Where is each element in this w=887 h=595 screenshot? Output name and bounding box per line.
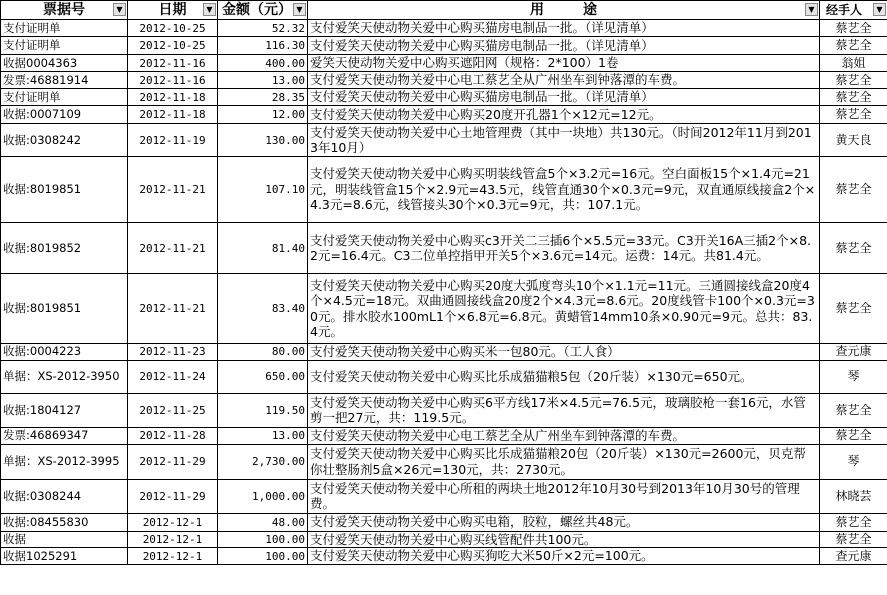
cell-handler[interactable]: 蔡艺全 [820, 89, 887, 106]
filter-dropdown-icon[interactable]: ▼ [293, 3, 306, 16]
cell-amount[interactable]: 130.00 [218, 124, 308, 157]
cell-date[interactable]: 2012-11-18 [128, 106, 218, 124]
cell-ticket[interactable]: 单据：XS-2012-3950 [1, 360, 128, 393]
cell-purpose[interactable]: 支付爱笑天使动物关爱中心购买线管配件共100元。 [308, 531, 820, 548]
cell-amount[interactable]: 650.00 [218, 360, 308, 393]
cell-amount[interactable]: 28.35 [218, 89, 308, 106]
cell-ticket[interactable]: 收据:0308242 [1, 124, 128, 157]
cell-handler[interactable]: 蔡艺全 [820, 427, 887, 444]
cell-purpose[interactable]: 支付爱笑天使动物关爱中心购买比乐成猫猫粮20包（20斤装）×130元=2600元，贝克帮你壮整肠剂5盒×26元=130元，共：2730元。 [308, 444, 820, 479]
cell-purpose[interactable]: 支付爱笑天使动物关爱中心购买电箱，胶粒，螺丝共48元。 [308, 513, 820, 531]
cell-date[interactable]: 2012-12-1 [128, 513, 218, 531]
cell-amount[interactable]: 81.40 [218, 223, 308, 274]
cell-purpose[interactable]: 支付爱笑天使动物关爱中心土地管理费（其中一块地）共130元。（时间2012年11月到2013年10月） [308, 124, 820, 157]
table-row [1, 55, 887, 72]
header-purpose-label: 用 途 [530, 2, 597, 18]
cell-handler[interactable]: 查元康 [820, 548, 887, 565]
filter-dropdown-icon[interactable]: ▼ [873, 3, 886, 16]
table-row [1, 274, 887, 344]
cell-amount[interactable]: 12.00 [218, 106, 308, 124]
cell-ticket[interactable]: 收据:0004223 [1, 344, 128, 361]
table-row [1, 360, 887, 393]
header-amount-label: 金额（元） [222, 2, 292, 18]
cell-date[interactable]: 2012-11-21 [128, 274, 218, 344]
cell-purpose[interactable]: 支付爱笑天使动物关爱中心购买狗吃大米50斤×2元=100元。 [308, 548, 820, 565]
cell-handler[interactable]: 蔡艺全 [820, 72, 887, 89]
cell-ticket[interactable]: 收据:8019851 [1, 274, 128, 344]
header-date [128, 1, 218, 20]
cell-handler[interactable]: 琴 [820, 444, 887, 479]
cell-amount[interactable]: 100.00 [218, 548, 308, 565]
cell-purpose[interactable]: 支付爱笑天使动物关爱中心购买比乐成猫猫粮5包（20斤装）×130元=650元。 [308, 360, 820, 393]
cell-purpose[interactable]: 支付爱笑天使动物关爱中心购买猫房电制品一批。（详见清单） [308, 37, 820, 55]
table-row [1, 344, 887, 361]
table-row [1, 427, 887, 444]
cell-ticket[interactable]: 收据:1804127 [1, 393, 128, 427]
cell-date[interactable]: 2012-12-1 [128, 548, 218, 565]
cell-date[interactable]: 2012-11-24 [128, 360, 218, 393]
cell-ticket[interactable]: 单据：XS-2012-3995 [1, 444, 128, 479]
cell-date[interactable]: 2012-11-16 [128, 72, 218, 89]
cell-amount[interactable]: 107.10 [218, 157, 308, 223]
filter-dropdown-icon[interactable]: ▼ [805, 3, 818, 16]
table-row [1, 444, 887, 479]
cell-handler[interactable]: 蔡艺全 [820, 106, 887, 124]
cell-purpose[interactable]: 支付爱笑天使动物关爱中心购买6平方线17米×4.5元=76.5元，玻璃胶枪一套16元，水管剪一把27元，共：119.5元。 [308, 393, 820, 427]
cell-handler[interactable]: 查元康 [820, 344, 887, 361]
cell-handler[interactable]: 蔡艺全 [820, 393, 887, 427]
header-ticket-label: 票据号 [43, 2, 85, 18]
cell-purpose[interactable]: 支付爱笑天使动物关爱中心购买20度大弧度弯头10个×1.1元=11元。三通圆接线盒20度4个×4.5元=18元。双曲通圆接线盒20度2个×4.3元=8.6元。20度线管卡100个×0.3元=30元。排水胶水100mL1个×6.8元=6.8元。黄蜡管14mm10条×0.90元=9元。总共：83.4元。 [308, 274, 820, 344]
cell-ticket[interactable]: 收据:0007109 [1, 106, 128, 124]
cell-handler[interactable]: 蔡艺全 [820, 223, 887, 274]
filter-dropdown-icon[interactable]: ▼ [203, 3, 216, 16]
table-row [1, 157, 887, 223]
table-row [1, 106, 887, 124]
table-row [1, 37, 887, 55]
cell-purpose[interactable]: 支付爱笑天使动物关爱中心电工蔡艺全从广州坐车到钟落潭的车费。 [308, 72, 820, 89]
cell-ticket[interactable]: 收据 [1, 531, 128, 548]
cell-ticket[interactable]: 支付证明单 [1, 89, 128, 106]
cell-handler[interactable]: 琴 [820, 360, 887, 393]
cell-amount[interactable]: 400.00 [218, 55, 308, 72]
table-row [1, 89, 887, 106]
cell-amount[interactable]: 116.30 [218, 37, 308, 55]
table-row [1, 531, 887, 548]
cell-date[interactable]: 2012-10-25 [128, 20, 218, 37]
cell-handler[interactable]: 蔡艺全 [820, 157, 887, 223]
cell-ticket[interactable]: 发票:46881914 [1, 72, 128, 89]
cell-amount[interactable]: 100.00 [218, 531, 308, 548]
header-amount [218, 1, 308, 20]
filter-dropdown-icon[interactable]: ▼ [113, 3, 126, 16]
cell-date[interactable]: 2012-11-28 [128, 427, 218, 444]
cell-handler[interactable]: 蔡艺全 [820, 274, 887, 344]
cell-ticket[interactable]: 收据:8019851 [1, 157, 128, 223]
header-purpose [308, 1, 820, 20]
cell-purpose[interactable]: 支付爱笑天使动物关爱中心购买明装线管盒5个×3.2元=16元。空白面板15个×1.4元=21元，明装线管盒15个×2.9元=43.5元，线管直通30个×0.3元=9元，双直通原线接盒2个×4.3元=8.6元，线管接头30个×0.3元=9元，共：107.1元。 [308, 157, 820, 223]
cell-ticket[interactable]: 收据:08455830 [1, 513, 128, 531]
cell-handler[interactable]: 蔡艺全 [820, 20, 887, 37]
cell-amount[interactable]: 13.00 [218, 72, 308, 89]
cell-date[interactable]: 2012-11-16 [128, 55, 218, 72]
cell-date[interactable]: 2012-11-21 [128, 157, 218, 223]
cell-amount[interactable]: 2,730.00 [218, 444, 308, 479]
cell-amount[interactable]: 1,000.00 [218, 479, 308, 513]
cell-purpose[interactable]: 爱笑天使动物关爱中心购买遮阳网（规格：2*100）1卷 [308, 55, 820, 72]
cell-date[interactable]: 2012-11-19 [128, 124, 218, 157]
cell-purpose[interactable]: 支付爱笑天使动物关爱中心购买米一包80元。（工人食） [308, 344, 820, 361]
cell-ticket[interactable]: 收据:0308244 [1, 479, 128, 513]
cell-purpose[interactable]: 支付爱笑天使动物关爱中心购买猫房电制品一批。（详见清单） [308, 89, 820, 106]
cell-date[interactable]: 2012-11-23 [128, 344, 218, 361]
cell-date[interactable]: 2012-11-25 [128, 393, 218, 427]
cell-ticket[interactable]: 收据1025291 [1, 548, 128, 565]
cell-amount[interactable]: 80.00 [218, 344, 308, 361]
cell-date[interactable]: 2012-10-25 [128, 37, 218, 55]
cell-purpose[interactable]: 支付爱笑天使动物关爱中心购买猫房电制品一批。（详见清单） [308, 20, 820, 37]
cell-amount[interactable]: 83.40 [218, 274, 308, 344]
header-row [1, 1, 887, 20]
cell-amount[interactable]: 52.32 [218, 20, 308, 37]
cell-handler[interactable]: 翁姐 [820, 55, 887, 72]
header-handler-label: 经手人 [826, 3, 863, 17]
cell-ticket[interactable]: 收据0004363 [1, 55, 128, 72]
cell-amount[interactable]: 119.50 [218, 393, 308, 427]
table-row [1, 393, 887, 427]
cell-purpose[interactable]: 支付爱笑天使动物关爱中心所租的两块土地2012年10月30号到2013年10月30号的管理费。 [308, 479, 820, 513]
table-row [1, 513, 887, 531]
table-row [1, 124, 887, 157]
cell-handler[interactable]: 蔡艺全 [820, 37, 887, 55]
table-row [1, 72, 887, 89]
cell-date[interactable]: 2012-11-21 [128, 223, 218, 274]
table-row [1, 20, 887, 37]
cell-ticket[interactable]: 支付证明单 [1, 20, 128, 37]
cell-date[interactable]: 2012-11-18 [128, 89, 218, 106]
header-handler [820, 1, 887, 20]
cell-amount[interactable]: 13.00 [218, 427, 308, 444]
cell-ticket[interactable]: 支付证明单 [1, 37, 128, 55]
cell-purpose[interactable]: 支付爱笑天使动物关爱中心电工蔡艺全从广州坐车到钟落潭的车费。 [308, 427, 820, 444]
cell-purpose[interactable]: 支付爱笑天使动物关爱中心购买c3开关二三插6个×5.5元=33元。C3开关16A三插2个×8.2元=16.4元。C3二位单控指甲开关5个×3.6元=14元。运费：14元。共81.4元。 [308, 223, 820, 274]
table-row [1, 223, 887, 274]
table-row [1, 548, 887, 565]
cell-date[interactable]: 2012-11-29 [128, 479, 218, 513]
cell-handler[interactable]: 蔡艺全 [820, 513, 887, 531]
cell-ticket[interactable]: 收据:8019852 [1, 223, 128, 274]
table-row [1, 479, 887, 513]
header-date-label: 日期 [158, 2, 187, 18]
cell-handler[interactable]: 林晓芸 [820, 479, 887, 513]
cell-date[interactable]: 2012-12-1 [128, 531, 218, 548]
cell-amount[interactable]: 48.00 [218, 513, 308, 531]
cell-purpose[interactable]: 支付爱笑天使动物关爱中心购买20度开孔器1个×12元=12元。 [308, 106, 820, 124]
cell-handler[interactable]: 黄天良 [820, 124, 887, 157]
header-ticket [1, 1, 128, 20]
cell-date[interactable]: 2012-11-29 [128, 444, 218, 479]
cell-handler[interactable]: 蔡艺全 [820, 531, 887, 548]
cell-ticket[interactable]: 发票:46869347 [1, 427, 128, 444]
